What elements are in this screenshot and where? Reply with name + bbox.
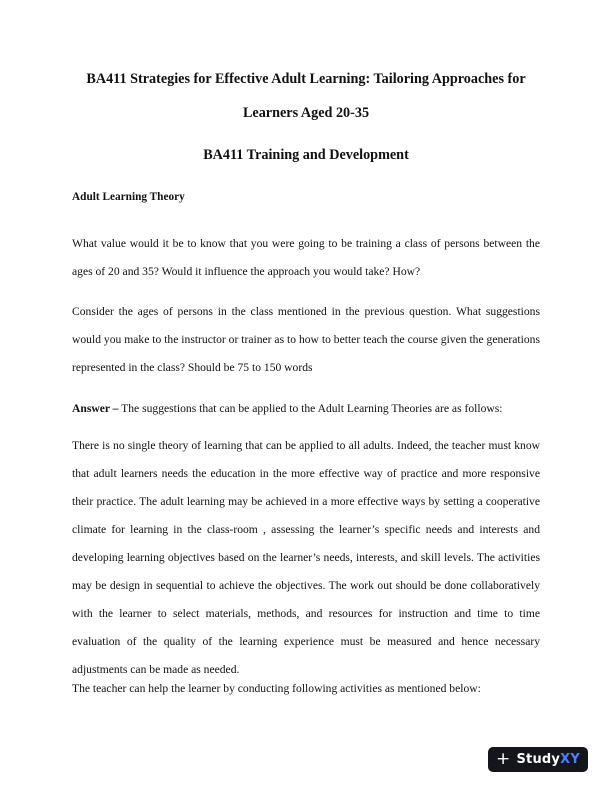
paragraph-question-1: What value would it be to know that you were going to be training a class of persons between the ages of 20 and 35? Would it influence the approach you would take? How? xyxy=(72,237,540,278)
logo-text-accent: XY xyxy=(560,752,580,767)
paragraph-activities-intro: The teacher can help the learner by conducting following activities as mentioned below: xyxy=(72,682,481,695)
document-title-line-2: Learners Aged 20-35 xyxy=(242,105,370,121)
answer-label: Answer – xyxy=(72,402,119,415)
plus-icon: + xyxy=(496,749,511,769)
logo-text-main: Study xyxy=(516,752,561,767)
document-subtitle: BA411 Training and Development xyxy=(203,147,409,163)
studyxy-logo xyxy=(488,747,588,772)
paragraph-question-2: Consider the ages of persons in the class mentioned in the previous question. What suggestions would you make to the instructor or trainer as to how to better teach the course given the generations represented in the class? Should be 75 to 150 words xyxy=(72,305,540,374)
paragraph-answer-body: There is no single theory of learning that can be applied to all adults. Indeed, the teacher must know that adult learners needs the education in the more effective way of practice and more responsive their practice. The adult learning may be achieved in a more effective ways by setting a cooperative climate for learning in the class-room , assessing the learner’s specific needs and interests and developing learning objectives based on the learner’s needs, interests, and skill levels. The activities may be design in sequential to achieve the objectives. The work out should be done collaboratively with the learner to select materials, methods, and resources for instruction and time to time evaluation of the quality of the learning experience must be measured and hence necessary adjustments can be made as needed. xyxy=(72,439,540,676)
answer-intro-text: The suggestions that can be applied to the Adult Learning Theories are as follows: xyxy=(118,402,503,415)
document-title-line-1: BA411 Strategies for Effective Adult Learning: Tailoring Approaches for xyxy=(86,71,526,87)
paragraph-answer-intro xyxy=(72,395,540,423)
section-heading: Adult Learning Theory xyxy=(72,191,185,203)
